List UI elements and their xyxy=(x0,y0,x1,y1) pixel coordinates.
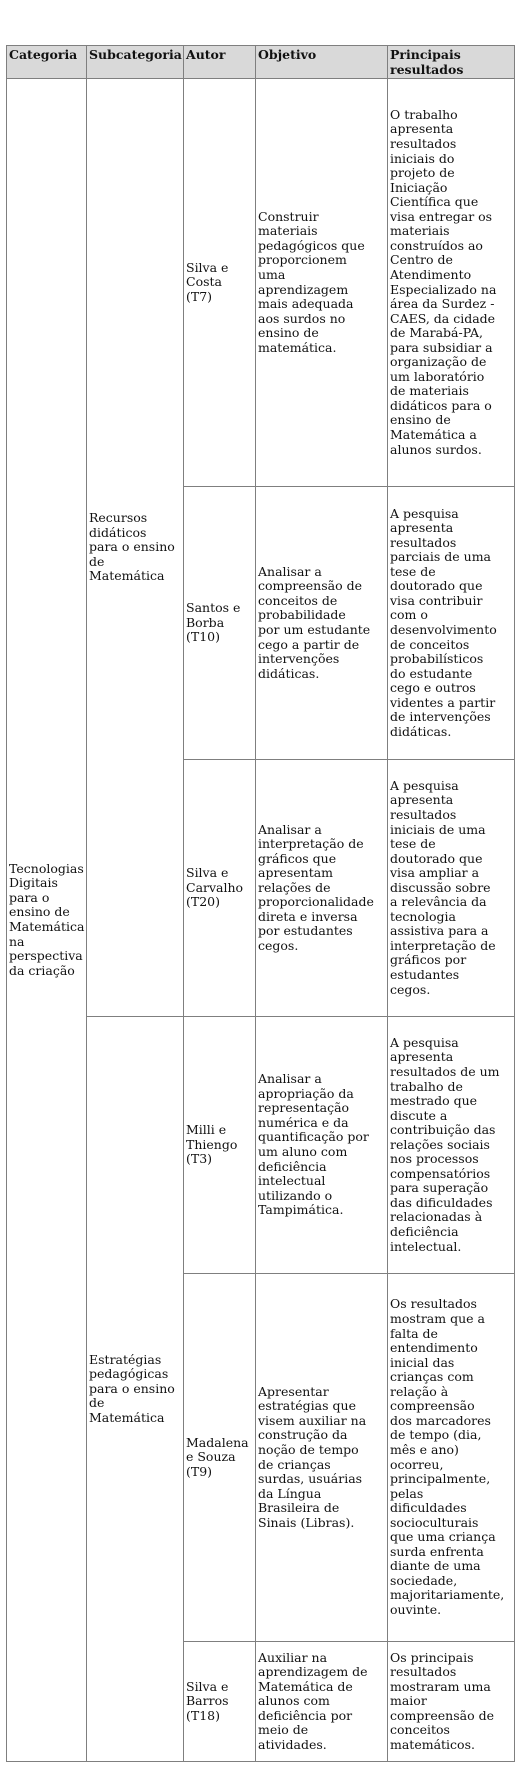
objetivo-cell: Analisar a compreensão de conceitos de probabilidade por um estudante cego a partir de intervenções didáticas. xyxy=(256,487,388,760)
autor-cell: Madalena e Souza (T9) xyxy=(184,1274,256,1642)
review-table xyxy=(6,45,515,1762)
objetivo-cell: Apresentar estratégias que visem auxiliar na construção da noção de tempo de crianças surdas, usuárias da Língua Brasileira de Sinais (Libras). xyxy=(256,1274,388,1642)
header-principais-resultados: Principais resultados xyxy=(388,46,515,79)
resultados-cell: A pesquisa apresenta resultados parciais de uma tese de doutorado que visa contribuir com o desenvolvimento de conceitos probabilísticos do estudante cego e outros videntes a partir de intervenções didáticas. xyxy=(388,487,515,760)
header-objetivo: Objetivo xyxy=(256,46,388,79)
resultados-cell: O trabalho apresenta resultados iniciais do projeto de Iniciação Científica que visa entregar os materiais construídos ao Centro de Atendimento Especializado na área da Surdez - CAES, da cidade de Marabá-PA, para subsidiar a organização de um laboratório de materiais didáticos para o ensino de Matemática a alunos surdos. xyxy=(388,79,515,487)
resultados-cell: A pesquisa apresenta resultados iniciais de uma tese de doutorado que visa ampliar a discussão sobre a relevância da tecnologia assistiva para a interpretação de gráficos por estudantes cegos. xyxy=(388,760,515,1017)
autor-cell: Milli e Thiengo (T3) xyxy=(184,1017,256,1274)
resultados-cell: Os resultados mostram que a falta de entendimento inicial das crianças com relação à compreensão dos marcadores de tempo (dia, mês e ano) ocorreu, principalmente, pelas dificuldades socioculturais que uma criança surda enfrenta diante de uma sociedade, majoritariamente, ouvinte. xyxy=(388,1274,515,1642)
resultados-cell: Os principais resultados mostraram uma maior compreensão de conceitos matemáticos. xyxy=(388,1642,515,1762)
header-autor: Autor xyxy=(184,46,256,79)
resultados-cell: A pesquisa apresenta resultados de um trabalho de mestrado que discute a contribuição das relações sociais nos processos compensatórios para superação das dificuldades relacionadas à deficiência intelectual. xyxy=(388,1017,515,1274)
objetivo-cell: Construir materiais pedagógicos que proporcionem uma aprendizagem mais adequada aos surdos no ensino de matemática. xyxy=(256,79,388,487)
header-subcategoria: Subcategoria xyxy=(87,46,184,79)
subcategoria-cell: Recursos didáticos para o ensino de Matemática xyxy=(87,79,184,1017)
header-row xyxy=(7,46,515,79)
header-categoria: Categoria xyxy=(7,46,87,79)
subcategoria-cell: Estratégias pedagógicas para o ensino de Matemática xyxy=(87,1017,184,1762)
autor-cell: Silva e Carvalho (T20) xyxy=(184,760,256,1017)
categoria-cell: Tecnologias Digitais para o ensino de Matemática na perspectiva da criação xyxy=(7,79,87,1762)
objetivo-cell: Auxiliar na aprendizagem de Matemática de alunos com deficiência por meio de atividades. xyxy=(256,1642,388,1762)
table-row xyxy=(7,79,515,487)
objetivo-cell: Analisar a interpretação de gráficos que apresentam relações de proporcionalidade direta e inversa por estudantes cegos. xyxy=(256,760,388,1017)
autor-cell: Silva e Barros (T18) xyxy=(184,1642,256,1762)
objetivo-cell: Analisar a apropriação da representação numérica e da quantificação por um aluno com deficiência intelectual utilizando o Tampimática. xyxy=(256,1017,388,1274)
autor-cell: Silva e Costa (T7) xyxy=(184,79,256,487)
autor-cell: Santos e Borba (T10) xyxy=(184,487,256,760)
